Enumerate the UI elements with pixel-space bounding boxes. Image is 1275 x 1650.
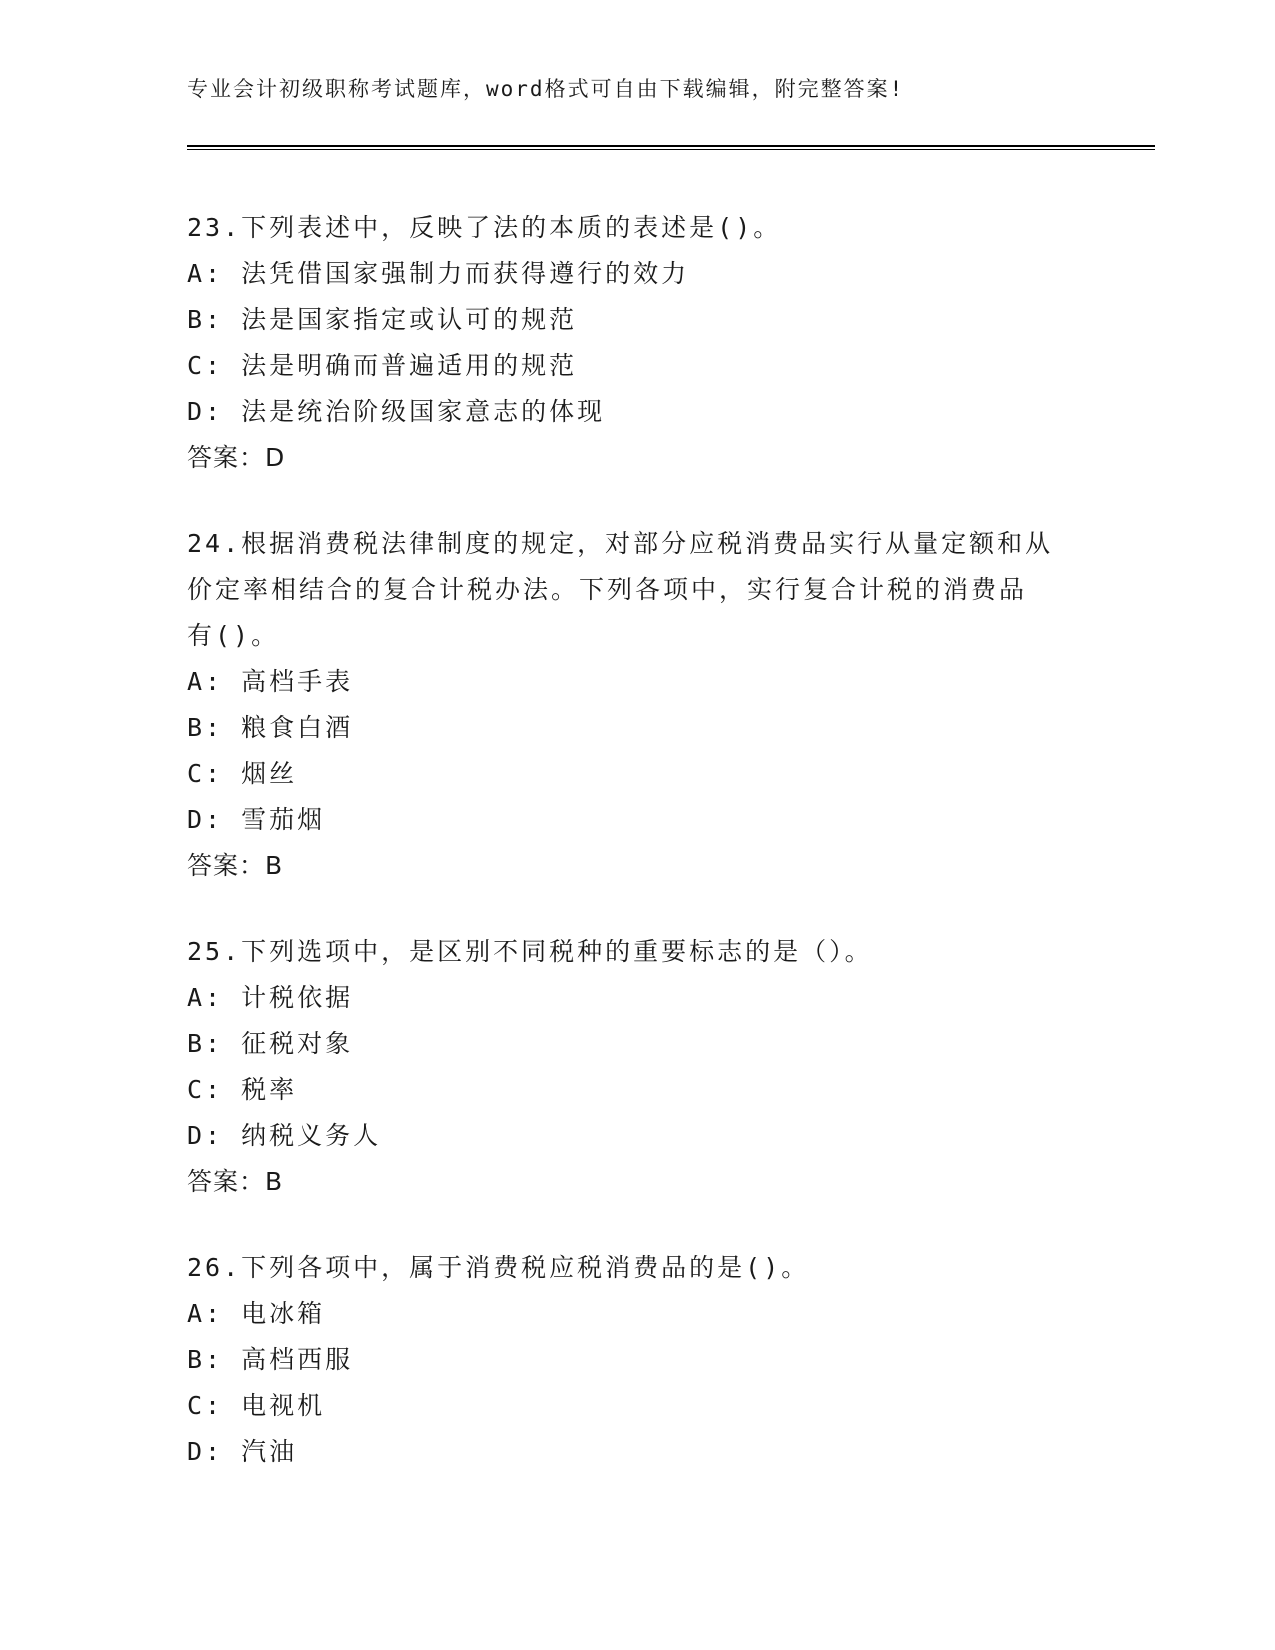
- option-c: C: 电视机: [187, 1391, 326, 1420]
- option-a: A: 法凭借国家强制力而获得遵行的效力: [187, 259, 690, 288]
- stem-line: 23.下列表述中，反映了法的本质的表述是()。: [187, 213, 782, 242]
- question-23: [187, 205, 1087, 481]
- option-b: B: 高档西服: [187, 1345, 354, 1374]
- question-25: [187, 929, 1087, 1205]
- option-b: B: 法是国家指定或认可的规范: [187, 305, 578, 334]
- stem-line: 24.根据消费税法律制度的规定，对部分应税消费品实行从量定额和从: [187, 529, 1054, 558]
- option-a: A: 电冰箱: [187, 1299, 326, 1328]
- option-c: C: 税率: [187, 1075, 298, 1104]
- question-24: [187, 521, 1087, 889]
- stem-line: 有()。: [187, 621, 280, 650]
- option-d: D: 法是统治阶级国家意志的体现: [187, 397, 606, 426]
- option-b: B: 粮食白酒: [187, 713, 354, 742]
- page-header: 专业会计初级职称考试题库，word格式可自由下载编辑，附完整答案!: [187, 77, 905, 101]
- answer: 答案：B: [187, 851, 284, 880]
- option-b: B: 征税对象: [187, 1029, 354, 1058]
- question-stem: [187, 521, 1087, 659]
- question-list: [187, 205, 1087, 1515]
- stem-line: 26.下列各项中，属于消费税应税消费品的是()。: [187, 1253, 810, 1282]
- option-d: D: 纳税义务人: [187, 1121, 382, 1150]
- question-26: [187, 1245, 1087, 1475]
- option-a: A: 计税依据: [187, 983, 354, 1012]
- option-c: C: 法是明确而普遍适用的规范: [187, 351, 578, 380]
- answer: 答案：D: [187, 443, 286, 472]
- header-divider: [187, 145, 1155, 150]
- option-d: D: 汽油: [187, 1437, 298, 1466]
- answer: 答案：B: [187, 1167, 284, 1196]
- question-stem: [187, 205, 1087, 251]
- question-stem: [187, 1245, 1087, 1291]
- option-d: D: 雪茄烟: [187, 805, 326, 834]
- option-c: C: 烟丝: [187, 759, 298, 788]
- stem-line: 价定率相结合的复合计税办法。下列各项中，实行复合计税的消费品: [187, 575, 1028, 604]
- option-a: A: 高档手表: [187, 667, 354, 696]
- question-stem: [187, 929, 1087, 975]
- stem-line: 25.下列选项中，是区别不同税种的重要标志的是（）。: [187, 937, 873, 966]
